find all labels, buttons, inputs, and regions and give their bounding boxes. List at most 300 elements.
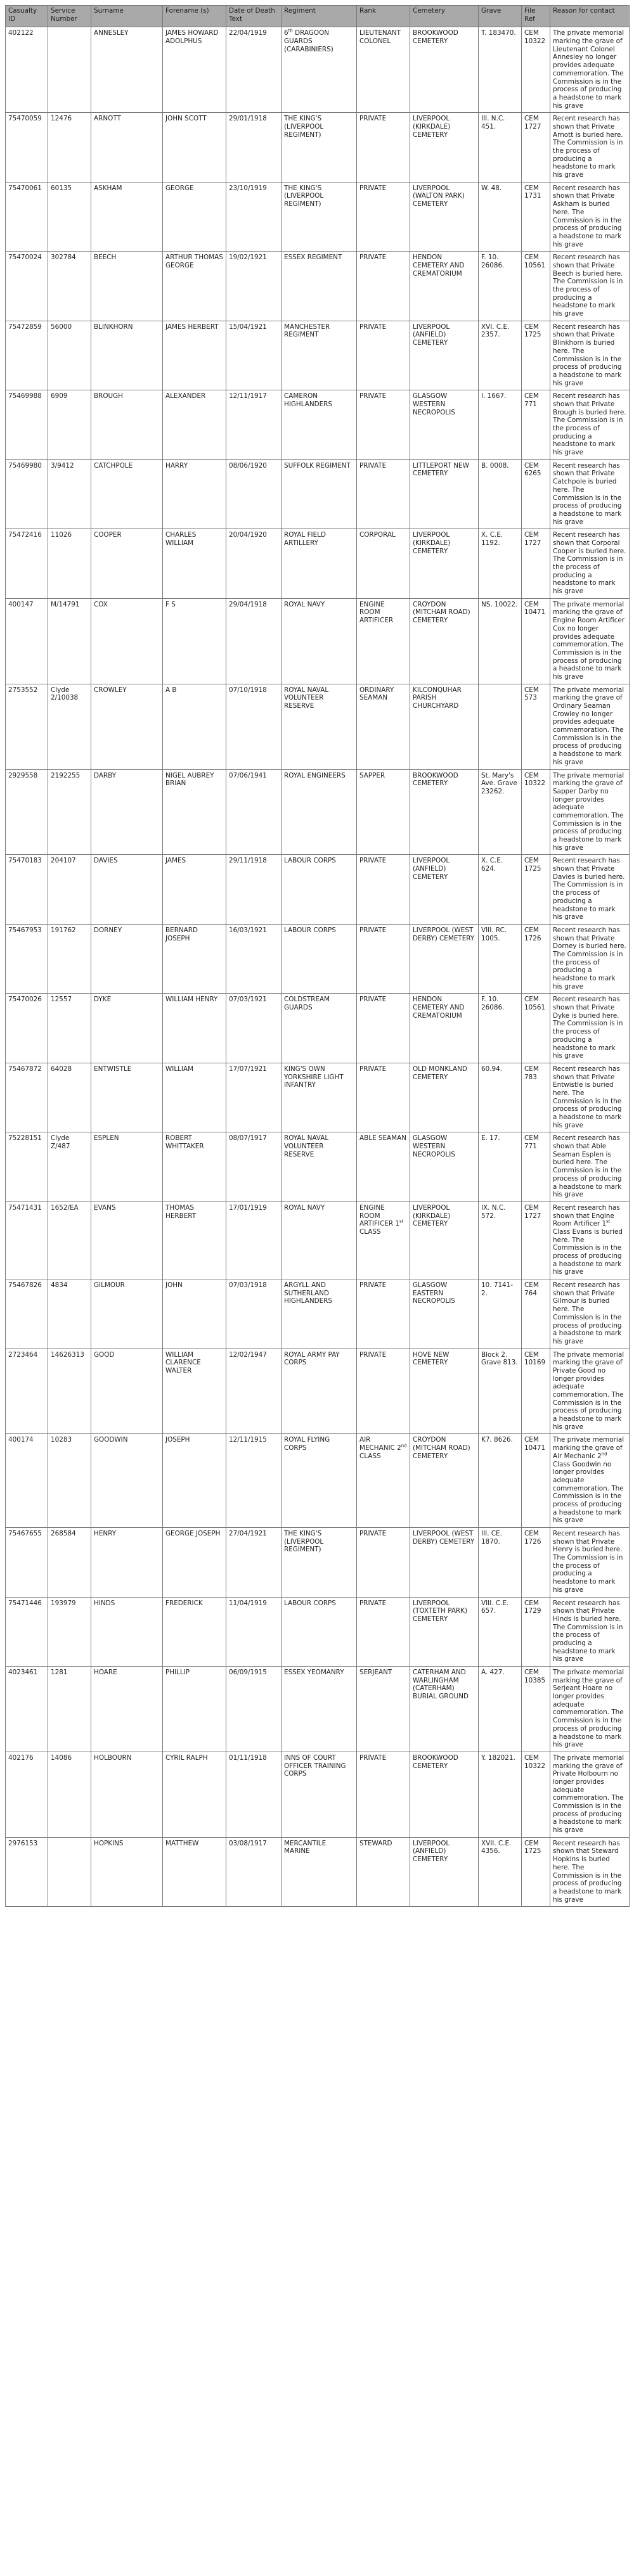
cell-casualty-id: 75467872 [6,1063,48,1132]
cell-file-ref: CEM 10385 [522,1667,550,1752]
cell-regiment: ROYAL NAVAL VOLUNTEER RESERVE [281,1132,357,1202]
column-header-reason: Reason for contact [550,6,630,27]
cell-regiment: MANCHESTER REGIMENT [281,321,357,390]
cell-surname: BLINKHORN [91,321,163,390]
cell-forenames: JAMES HOWARD ADOLPHUS [163,27,226,113]
cell-rank: ABLE SEAMAN [357,1132,410,1202]
cell-reason: Recent research has shown that Private Henry is buried here. The Commission is in the process of producing a headstone to mark his grave [550,1528,630,1598]
cell-date-of-death: 29/01/1918 [226,113,281,183]
cell-file-ref: CEM 1727 [522,113,550,183]
ordinal-suffix: nd [401,1443,407,1449]
cell-regiment: LABOUR CORPS [281,1597,357,1667]
ordinal-suffix: th [288,28,293,34]
cell-cemetery: LITTLEPORT NEW CEMETERY [410,459,479,529]
cell-regiment: ROYAL NAVAL VOLUNTEER RESERVE [281,684,357,769]
cell-file-ref: CEM 1727 [522,1201,550,1279]
cell-regiment: KING'S OWN YORKSHIRE LIGHT INFANTRY [281,1063,357,1132]
cell-cemetery: LIVERPOOL (KIRKDALE) CEMETERY [410,113,479,183]
cell-reason: Recent research has shown that Corporal Cooper is buried here. The Commission is in the process of producing a headstone to mark his grave [550,529,630,599]
cell-file-ref: CEM 1729 [522,1597,550,1667]
table-row [6,598,630,684]
cell-service-number: 3/9412 [48,459,91,529]
table-row [6,459,630,529]
cell-casualty-id: 402176 [6,1752,48,1837]
cell-service-number: 6909 [48,390,91,460]
cell-grave: A. 427. [479,1667,522,1752]
cell-surname: HINDS [91,1597,163,1667]
cell-forenames: GEORGE JOSEPH [163,1528,226,1598]
cell-cemetery: BROOKWOOD CEMETERY [410,1752,479,1837]
cell-date-of-death: 15/04/1921 [226,321,281,390]
cell-service-number: 268584 [48,1528,91,1598]
cell-casualty-id: 75469980 [6,459,48,529]
column-header-cemetery: Cemetery [410,6,479,27]
cell-casualty-id: 75470026 [6,994,48,1063]
cell-forenames: F S [163,598,226,684]
ordinal-suffix: st [606,1219,611,1224]
cell-grave: XVII. C.E. 4356. [479,1837,522,1907]
cell-regiment: ARGYLL AND SUTHERLAND HIGHLANDERS [281,1279,357,1349]
cell-rank: PRIVATE [357,924,410,994]
column-header-forenames: Forename (s) [163,6,226,27]
column-header-surname: Surname [91,6,163,27]
cell-forenames: ROBERT WHITTAKER [163,1132,226,1202]
table-row [6,390,630,460]
cell-cemetery: GLASGOW WESTERN NECROPOLIS [410,390,479,460]
cell-forenames: FREDERICK [163,1597,226,1667]
cell-forenames: GEORGE [163,182,226,252]
cell-grave: Y. 182021. [479,1752,522,1837]
cell-service-number: 302784 [48,252,91,321]
cell-service-number: 2192255 [48,769,91,855]
table-row [6,994,630,1063]
table-row [6,252,630,321]
cell-file-ref: CEM 10471 [522,1434,550,1528]
cell-rank: STEWARD [357,1837,410,1907]
cell-grave: III. N.C. 451. [479,113,522,183]
cell-casualty-id: 75228151 [6,1132,48,1202]
cell-grave: W. 48. [479,182,522,252]
cell-surname: HOLBOURN [91,1752,163,1837]
cell-forenames: JOHN [163,1279,226,1349]
cell-casualty-id: 4023461 [6,1667,48,1752]
cell-service-number: 56000 [48,321,91,390]
table-row [6,1349,630,1434]
cell-rank: PRIVATE [357,321,410,390]
table-row [6,1279,630,1349]
cell-grave: XVI. C.E. 2357. [479,321,522,390]
cell-grave: Block 2. Grave 813. [479,1349,522,1434]
table-row [6,924,630,994]
cell-reason: The private memorial marking the grave of Lieutenant Colonel Annesley no longer provides adequate commemoration. The Commission is in the process of producing a headstone to mark his grave [550,27,630,113]
cell-date-of-death: 08/07/1917 [226,1132,281,1202]
cell-regiment: ESSEX YEOMANRY [281,1667,357,1752]
cell-surname: GILMOUR [91,1279,163,1349]
cell-regiment: CAMERON HIGHLANDERS [281,390,357,460]
cell-service-number: 4834 [48,1279,91,1349]
cell-casualty-id: 2753552 [6,684,48,769]
cell-surname: HOARE [91,1667,163,1752]
cell-regiment: ROYAL ARMY PAY CORPS [281,1349,357,1434]
cell-cemetery: CROYDON (MITCHAM ROAD) CEMETERY [410,1434,479,1528]
cell-forenames: PHILLIP [163,1667,226,1752]
cell-file-ref: CEM 10322 [522,769,550,855]
cell-forenames: NIGEL AUBREY BRIAN [163,769,226,855]
cell-grave: B. 0008. [479,459,522,529]
cell-grave: VIII. RC. 1005. [479,924,522,994]
cell-grave: X. C.E. 1192. [479,529,522,599]
cell-regiment: ROYAL FLYING CORPS [281,1434,357,1528]
cell-file-ref: CEM 1725 [522,321,550,390]
cell-reason: The private memorial marking the grave of Sapper Darby no longer provides adequate commemoration. The Commission is in the process of producing a headstone to mark his grave [550,769,630,855]
cell-date-of-death: 23/10/1919 [226,182,281,252]
cell-rank: PRIVATE [357,1597,410,1667]
cell-regiment: INNS OF COURT OFFICER TRAINING CORPS [281,1752,357,1837]
cell-grave: F. 10. 26086. [479,994,522,1063]
cell-rank: PRIVATE [357,459,410,529]
cell-date-of-death: 12/11/1917 [226,390,281,460]
cell-reason: The private memorial marking the grave of Air Mechanic 2nd Class Goodwin no longer provides adequate commemoration. The Commission is in the process of producing a headstone to mark his grave [550,1434,630,1528]
cell-forenames: THOMAS HERBERT [163,1201,226,1279]
cell-date-of-death: 07/10/1918 [226,684,281,769]
cell-grave: K7. 8626. [479,1434,522,1528]
column-header-casualty-id: Casualty ID [6,6,48,27]
column-header-regiment: Regiment [281,6,357,27]
cell-reason: Recent research has shown that Private Blinkhorn is buried here. The Commission is in the process of producing a headstone to mark his grave [550,321,630,390]
cell-grave: E. 17. [479,1132,522,1202]
cell-surname: HENRY [91,1528,163,1598]
cell-regiment: SUFFOLK REGIMENT [281,459,357,529]
cell-date-of-death: 07/06/1941 [226,769,281,855]
cell-grave: 10. 7141-2. [479,1279,522,1349]
table-row [6,529,630,599]
cell-casualty-id: 2723464 [6,1349,48,1434]
cell-surname: ASKHAM [91,182,163,252]
cell-date-of-death: 27/04/1921 [226,1528,281,1598]
cell-regiment: ESSEX REGIMENT [281,252,357,321]
cell-date-of-death: 11/04/1919 [226,1597,281,1667]
cell-service-number: M/14791 [48,598,91,684]
cell-forenames: ARTHUR THOMAS GEORGE [163,252,226,321]
cell-regiment: MERCANTILE MARINE [281,1837,357,1907]
cell-date-of-death: 01/11/1918 [226,1752,281,1837]
cell-casualty-id: 75472416 [6,529,48,599]
cell-casualty-id: 75467826 [6,1279,48,1349]
cell-casualty-id: 75470061 [6,182,48,252]
cell-service-number: 10283 [48,1434,91,1528]
cell-grave: F. 10. 26086. [479,252,522,321]
table-header-row [6,6,630,27]
cell-grave: IX. N.C. 572. [479,1201,522,1279]
cell-regiment: COLDSTREAM GUARDS [281,994,357,1063]
column-header-service-number: Service Number [48,6,91,27]
cell-rank: AIR MECHANIC 2nd CLASS [357,1434,410,1528]
cell-reason: Recent research has shown that Able Seaman Esplen is buried here. The Commission is in the process of producing a headstone to mark his grave [550,1132,630,1202]
cell-reason: Recent research has shown that Private Hinds is buried here. The Commission is in the process of producing a headstone to mark his grave [550,1597,630,1667]
ordinal-suffix: st [399,1219,404,1224]
cell-surname: ANNESLEY [91,27,163,113]
cell-casualty-id: 75470024 [6,252,48,321]
cell-forenames: JAMES HERBERT [163,321,226,390]
table-row [6,769,630,855]
cell-rank: PRIVATE [357,855,410,925]
cell-date-of-death: 29/04/1918 [226,598,281,684]
cell-surname: EVANS [91,1201,163,1279]
cell-rank: ENGINE ROOM ARTIFICER [357,598,410,684]
casualty-table [5,5,630,1907]
cell-service-number [48,27,91,113]
cell-date-of-death: 22/04/1919 [226,27,281,113]
cell-date-of-death: 08/06/1920 [226,459,281,529]
cell-date-of-death: 20/04/1920 [226,529,281,599]
cell-cemetery: HOVE NEW CEMETERY [410,1349,479,1434]
cell-reason: The private memorial marking the grave of Private Good no longer provides adequate commemoration. The Commission is in the process of producing a headstone to mark his grave [550,1349,630,1434]
cell-service-number: 11026 [48,529,91,599]
cell-date-of-death: 16/03/1921 [226,924,281,994]
cell-surname: HOPKINS [91,1837,163,1907]
cell-service-number: 1281 [48,1667,91,1752]
cell-forenames: A B [163,684,226,769]
cell-forenames: CHARLES WILLIAM [163,529,226,599]
cell-reason: Recent research has shown that Private Catchpole is buried here. The Commission is in the process of producing a headstone to mark his grave [550,459,630,529]
cell-service-number: 12557 [48,994,91,1063]
cell-rank: PRIVATE [357,390,410,460]
table-row [6,1528,630,1598]
cell-grave: NS. 10022. [479,598,522,684]
cell-cemetery: LIVERPOOL (WEST DERBY) CEMETERY [410,1528,479,1598]
cell-forenames: JOSEPH [163,1434,226,1528]
cell-reason: Recent research has shown that Steward Hopkins is buried here. The Commission is in the process of producing a headstone to mark his grave [550,1837,630,1907]
cell-date-of-death: 07/03/1918 [226,1279,281,1349]
cell-cemetery: HENDON CEMETERY AND CREMATORIUM [410,994,479,1063]
cell-forenames: MATTHEW [163,1837,226,1907]
table-row [6,1434,630,1528]
cell-reason: Recent research has shown that Private Arnott is buried here. The Commission is in the process of producing a headstone to mark his grave [550,113,630,183]
cell-rank: PRIVATE [357,1279,410,1349]
cell-file-ref: CEM 771 [522,390,550,460]
cell-casualty-id: 2976153 [6,1837,48,1907]
cell-rank: SAPPER [357,769,410,855]
cell-casualty-id: 75470059 [6,113,48,183]
cell-cemetery: BROOKWOOD CEMETERY [410,27,479,113]
cell-service-number: Clyde 2/10038 [48,684,91,769]
cell-forenames: JAMES [163,855,226,925]
cell-file-ref: CEM 10561 [522,252,550,321]
column-header-date-of-death: Date of Death Text [226,6,281,27]
cell-surname: CATCHPOLE [91,459,163,529]
cell-cemetery: GLASGOW WESTERN NECROPOLIS [410,1132,479,1202]
cell-grave: VIII. C.E. 657. [479,1597,522,1667]
cell-date-of-death: 12/11/1915 [226,1434,281,1528]
cell-file-ref: CEM 1725 [522,855,550,925]
ordinal-suffix: nd [601,1451,607,1457]
cell-surname: GOODWIN [91,1434,163,1528]
cell-regiment: THE KING'S (LIVERPOOL REGIMENT) [281,182,357,252]
cell-regiment: ROYAL NAVY [281,1201,357,1279]
cell-service-number: 193979 [48,1597,91,1667]
cell-file-ref: CEM 10322 [522,27,550,113]
cell-service-number: 12476 [48,113,91,183]
cell-surname: DARBY [91,769,163,855]
table-row [6,27,630,113]
cell-cemetery: LIVERPOOL (ANFIELD) CEMETERY [410,1837,479,1907]
cell-casualty-id: 75471446 [6,1597,48,1667]
cell-rank: PRIVATE [357,1063,410,1132]
cell-grave: 60.94. [479,1063,522,1132]
cell-forenames: JOHN SCOTT [163,113,226,183]
cell-rank: SERJEANT [357,1667,410,1752]
cell-surname: DAVIES [91,855,163,925]
cell-reason: Recent research has shown that Private Davies is buried here. The Commission is in the process of producing a headstone to mark his grave [550,855,630,925]
cell-date-of-death: 07/03/1921 [226,994,281,1063]
cell-surname: BROUGH [91,390,163,460]
cell-reason: Recent research has shown that Private Brough is buried here. The Commission is in the process of producing a headstone to mark his grave [550,390,630,460]
cell-date-of-death: 12/02/1947 [226,1349,281,1434]
table-row [6,684,630,769]
cell-cemetery: LIVERPOOL (ANFIELD) CEMETERY [410,855,479,925]
table-row [6,1132,630,1202]
table-row [6,1201,630,1279]
cell-file-ref: CEM 1726 [522,1528,550,1598]
table-row [6,1667,630,1752]
cell-regiment: LABOUR CORPS [281,924,357,994]
cell-surname: BEECH [91,252,163,321]
cell-reason: The private memorial marking the grave of Serjeant Hoare no longer provides adequate commemoration. The Commission is in the process of producing a headstone to mark his grave [550,1667,630,1752]
cell-rank: PRIVATE [357,252,410,321]
cell-file-ref: CEM 10561 [522,994,550,1063]
cell-rank: ENGINE ROOM ARTIFICER 1st CLASS [357,1201,410,1279]
cell-rank: LIEUTENANT COLONEL [357,27,410,113]
cell-file-ref: CEM 10471 [522,598,550,684]
cell-regiment: THE KING'S (LIVERPOOL REGIMENT) [281,1528,357,1598]
cell-cemetery: BROOKWOOD CEMETERY [410,769,479,855]
cell-surname: GOOD [91,1349,163,1434]
table-row [6,113,630,183]
cell-rank: PRIVATE [357,182,410,252]
cell-rank: ORDINARY SEAMAN [357,684,410,769]
cell-reason: Recent research has shown that Private Askham is buried here. The Commission is in the process of producing a headstone to mark his grave [550,182,630,252]
cell-cemetery: CATERHAM AND WARLINGHAM (CATERHAM) BURIAL GROUND [410,1667,479,1752]
cell-grave: T. 183470. [479,27,522,113]
cell-reason: The private memorial marking the grave of Ordinary Seaman Crowley no longer provides adequate commemoration. The Commission is in the process of producing a headstone to mark his grave [550,684,630,769]
cell-file-ref: CEM 1731 [522,182,550,252]
cell-casualty-id: 75467953 [6,924,48,994]
cell-rank: CORPORAL [357,529,410,599]
column-header-file-ref: File Ref [522,6,550,27]
cell-date-of-death: 29/11/1918 [226,855,281,925]
cell-surname: CROWLEY [91,684,163,769]
cell-cemetery: LIVERPOOL (ANFIELD) CEMETERY [410,321,479,390]
cell-service-number [48,1837,91,1907]
cell-regiment: THE KING'S (LIVERPOOL REGIMENT) [281,113,357,183]
table-row [6,1063,630,1132]
cell-cemetery: HENDON CEMETERY AND CREMATORIUM [410,252,479,321]
cell-surname: DORNEY [91,924,163,994]
cell-casualty-id: 75470183 [6,855,48,925]
table-row [6,1837,630,1907]
cell-date-of-death: 17/01/1919 [226,1201,281,1279]
cell-cemetery: LIVERPOOL (TOXTETH PARK) CEMETERY [410,1597,479,1667]
cell-regiment: 6th DRAGOON GUARDS (CARABINIERS) [281,27,357,113]
cell-date-of-death: 06/09/1915 [226,1667,281,1752]
cell-file-ref: CEM 1727 [522,529,550,599]
cell-file-ref: CEM 783 [522,1063,550,1132]
cell-surname: COX [91,598,163,684]
cell-regiment: LABOUR CORPS [281,855,357,925]
cell-grave: X. C.E. 624. [479,855,522,925]
cell-service-number: 64028 [48,1063,91,1132]
cell-file-ref: CEM 1725 [522,1837,550,1907]
cell-date-of-death: 19/02/1921 [226,252,281,321]
cell-date-of-death: 17/07/1921 [226,1063,281,1132]
cell-cemetery: LIVERPOOL (WEST DERBY) CEMETERY [410,924,479,994]
cell-regiment: ROYAL FIELD ARTILLERY [281,529,357,599]
cell-casualty-id: 75471431 [6,1201,48,1279]
cell-forenames: CYRIL RALPH [163,1752,226,1837]
column-header-grave: Grave [479,6,522,27]
cell-service-number: 204107 [48,855,91,925]
cell-service-number: 60135 [48,182,91,252]
cell-forenames: WILLIAM [163,1063,226,1132]
cell-reason: The private memorial marking the grave of Engine Room Artificer Cox no longer provides adequate commemoration. The Commission is in the process of producing a headstone to mark his grave [550,598,630,684]
cell-file-ref: CEM 6265 [522,459,550,529]
cell-casualty-id: 400174 [6,1434,48,1528]
cell-surname: ESPLEN [91,1132,163,1202]
cell-casualty-id: 400147 [6,598,48,684]
cell-grave [479,684,522,769]
cell-casualty-id: 75467655 [6,1528,48,1598]
cell-forenames: ALEXANDER [163,390,226,460]
cell-cemetery: CROYDON (MITCHAM ROAD) CEMETERY [410,598,479,684]
cell-file-ref: CEM 573 [522,684,550,769]
cell-reason: Recent research has shown that Private Dorney is buried here. The Commission is in the process of producing a headstone to mark his grave [550,924,630,994]
cell-date-of-death: 03/08/1917 [226,1837,281,1907]
cell-forenames: WILLIAM CLARENCE WALTER [163,1349,226,1434]
cell-file-ref: CEM 771 [522,1132,550,1202]
cell-reason: Recent research has shown that Private Dyke is buried here. The Commission is in the process of producing a headstone to mark his grave [550,994,630,1063]
cell-cemetery: LIVERPOOL (KIRKDALE) CEMETERY [410,529,479,599]
cell-reason: The private memorial marking the grave of Private Holbourn no longer provides adequate commemoration. The Commission is in the process of producing a headstone to mark his grave [550,1752,630,1837]
table-row [6,855,630,925]
cell-surname: ENTWISTLE [91,1063,163,1132]
cell-reason: Recent research has shown that Engine Room Artificer 1st Class Evans is buried here. The Commission is in the process of producing a headstone to mark his grave [550,1201,630,1279]
cell-regiment: ROYAL NAVY [281,598,357,684]
cell-rank: PRIVATE [357,1528,410,1598]
table-row [6,1597,630,1667]
cell-regiment: ROYAL ENGINEERS [281,769,357,855]
cell-file-ref: CEM 10322 [522,1752,550,1837]
cell-rank: PRIVATE [357,994,410,1063]
table-body [6,27,630,1907]
cell-forenames: HARRY [163,459,226,529]
cell-casualty-id: 75472859 [6,321,48,390]
cell-service-number: 191762 [48,924,91,994]
cell-grave: I. 1667. [479,390,522,460]
cell-cemetery: LIVERPOOL (WALTON PARK) CEMETERY [410,182,479,252]
table-row [6,321,630,390]
cell-file-ref: CEM 1726 [522,924,550,994]
cell-casualty-id: 402122 [6,27,48,113]
cell-file-ref: CEM 10169 [522,1349,550,1434]
cell-surname: COOPER [91,529,163,599]
cell-casualty-id: 75469988 [6,390,48,460]
cell-forenames: WILLIAM HENRY [163,994,226,1063]
cell-service-number: 14626313 [48,1349,91,1434]
cell-reason: Recent research has shown that Private Beech is buried here. The Commission is in the process of producing a headstone to mark his grave [550,252,630,321]
cell-grave: III. CE. 1870. [479,1528,522,1598]
cell-cemetery: KILCONQUHAR PARISH CHURCHYARD [410,684,479,769]
cell-surname: ARNOTT [91,113,163,183]
